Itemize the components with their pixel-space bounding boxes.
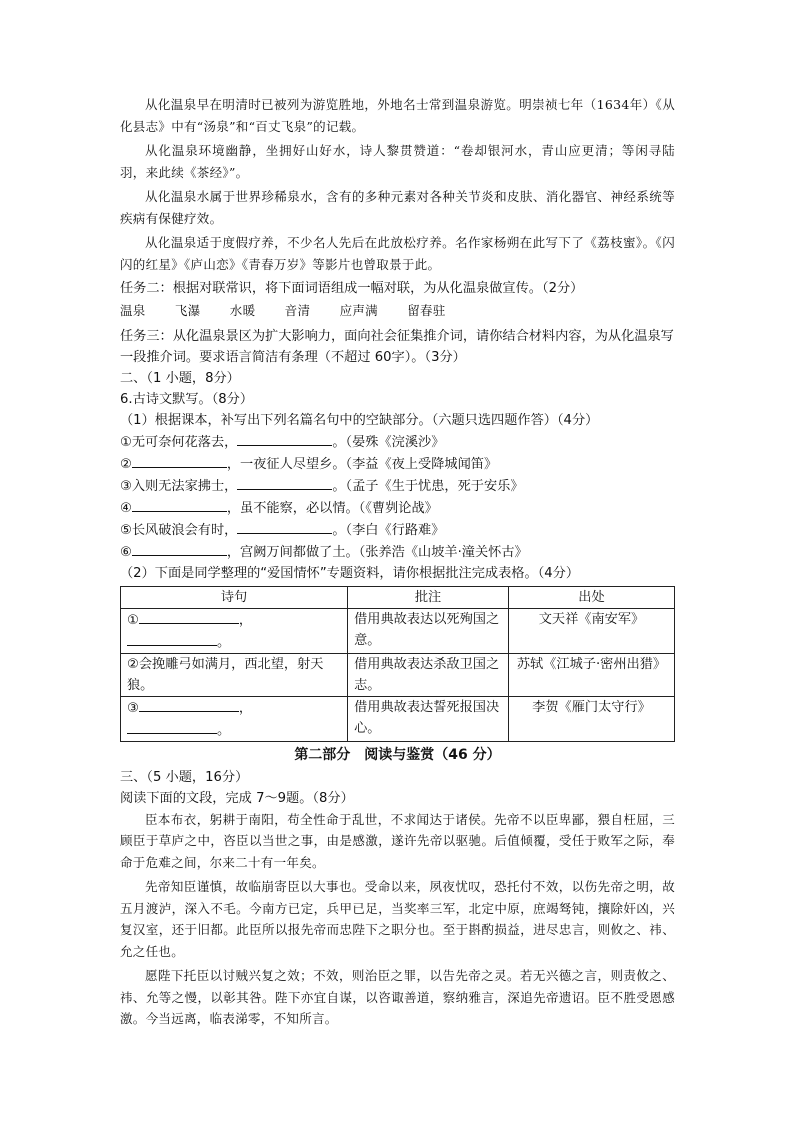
patriotism-table [120,586,675,742]
source-cell: 文天祥《南安军》 [508,608,674,653]
punct: ， [238,700,253,716]
fill-blank-item-2 [120,453,675,475]
fill-blank-item-4 [120,497,675,519]
row-mark: ③ [127,700,139,716]
fill-blank-list [120,431,675,563]
header-source: 出处 [508,586,674,608]
word-item: 飞瀑 [174,303,201,318]
classical-passage [120,809,675,1030]
word-item: 温泉 [120,303,146,318]
item-suffix: 。（孟子《生于忧患，死于安乐》 [332,478,524,494]
word-item: 留春驻 [407,303,446,318]
source-cell: 苏轼《江城子·密州出猎》 [508,653,674,696]
note-cell: 借用典故表达杀敌卫国之志。 [348,653,509,696]
table-row [121,696,675,741]
row-mark: ① [127,612,139,628]
section2-heading: 二、（1 小题，8分） [120,370,240,386]
material-paragraph-1: 从化温泉早在明清时已被列为游览胜地，外地名士常到温泉游览。明崇祯七年（1634年）《从化县志》中有“汤泉”和“百丈飞泉”的记载。 [120,97,675,134]
punct: ， [238,612,253,628]
note-cell: 借用典故表达誓死报国决心。 [348,696,509,741]
material-block [120,94,675,275]
header-note: 批注 [348,586,509,608]
word-item: 音清 [284,303,311,318]
item-prefix: ⑤长风破浪会有时， [120,522,238,538]
fill-blank-item-5 [120,519,675,541]
answer-blank[interactable] [127,719,217,734]
material-paragraph-3: 从化温泉水属于世界珍稀泉水，含有的多种元素对各种关节炎和皮肤、消化器官、神经系统等疾病有保健疗效。 [120,189,675,226]
passage-paragraph-3: 愿陛下托臣以讨贼兴复之效；不效，则治臣之罪，以告先帝之灵。若无兴德之言，则责攸之、祎、允等之慢，以彰其咎。陛下亦宜自谋，以咨诹善道，察纳雅言，深追先帝遗诏。臣不胜受恩感激。今当远离，临表涕零，不知所言。 [120,968,675,1026]
fill-blank-item-1 [120,431,675,453]
header-poem: 诗句 [121,586,348,608]
question6-part2: （2）下面是同学整理的“爱国情怀”专题资料，请你根据批注完成表格。（4分） [120,565,580,581]
poem-cell: ②会挽雕弓如满月，西北望，射天狼。 [121,653,348,696]
item-prefix: ② [120,456,132,472]
note-cell: 借用典故表达以死殉国之意。 [348,608,509,653]
section3-intro: 阅读下面的文段，完成 7～9题。（8分） [120,790,354,806]
answer-blank[interactable] [127,631,217,646]
item-prefix: ①无可奈何花落去， [120,434,238,450]
question6-title: 6.古诗文默写。（8分） [120,391,254,407]
item-prefix: ④ [120,500,132,516]
item-suffix: 。（晏殊《浣溪沙》 [332,434,445,450]
task3-prompt: 任务三：从化温泉景区为扩大影响力，面向社会征集推介词，请你结合材料内容，为从化温泉写一段推介词。要求语言简洁有条理（不超过 60字）。（3分） [120,328,674,365]
answer-blank[interactable] [139,609,239,624]
answer-blank[interactable] [237,475,332,490]
part2-title: 第二部分 阅读与鉴赏（46 分） [294,746,501,763]
task2-prompt: 任务二：根据对联常识，将下面词语组成一幅对联，为从化温泉做宣传。（2分） [120,281,584,296]
section3-heading: 三、（5 小题，16分） [120,769,249,785]
item-suffix: ，一夜征人尽望乡。（李益《夜上受降城闻笛》 [226,456,498,472]
fill-blank-item-3 [120,475,675,497]
punct: 。 [217,722,231,738]
table-row [121,608,675,653]
word-item: 应声满 [339,303,378,318]
table-header-row [121,586,675,608]
answer-blank[interactable] [132,541,227,556]
item-suffix: ，虽不能察，必以情。（《曹刿论战》 [226,500,438,516]
item-suffix: 。（李白《行路难》 [332,522,445,538]
answer-blank[interactable] [139,697,239,712]
answer-blank[interactable] [237,519,332,534]
answer-blank[interactable] [132,497,227,512]
question6-part1: （1）根据课本，补写出下列名篇名句中的空缺部分。（六题只选四题作答）（4分） [120,412,599,428]
fill-blank-item-6 [120,541,675,563]
answer-blank[interactable] [132,453,227,468]
table-row [121,653,675,696]
passage-paragraph-2: 先帝知臣谨慎，故临崩寄臣以大事也。受命以来，夙夜忧叹，恐托付不效，以伤先帝之明，故五月渡泸，深入不毛。今南方已定，兵甲已足，当奖率三军，北定中原，庶竭驽钝，攘除奸凶，兴复汉室，还于旧都。此臣所以报先帝而忠陛下之职分也。至于斟酌损益，进尽忠言，则攸之、祎、允之任也。 [120,879,675,959]
item-suffix: ，宫阙万间都做了土。（张养浩《山坡羊·潼关怀古》 [226,544,528,560]
passage-paragraph-1: 臣本布衣，躬耕于南阳，苟全性命于乱世，不求闻达于诸侯。先帝不以臣卑鄙，猥自枉屈，三顾臣于草庐之中，咨臣以当世之事，由是感激，遂许先帝以驱驰。后值倾覆，受任于败军之际，奉命于危难之间，尔来二十有一年矣。 [120,811,675,870]
poem-cell [121,608,348,653]
punct: 。 [217,634,231,650]
word-item: 水暖 [229,303,256,318]
material-paragraph-4: 从化温泉适于度假疗养，不少名人先后在此放松疗养。名作家杨朔在此写下了《荔枝蜜》。《闪闪的红星》《庐山恋》《青春万岁》等影片也曾取景于此。 [120,235,675,272]
answer-blank[interactable] [237,431,332,446]
exam-page [120,94,675,1033]
source-cell: 李贺《雁门太守行》 [508,696,674,741]
item-prefix: ⑥ [120,544,132,560]
material-paragraph-2: 从化温泉环境幽静，坐拥好山好水，诗人黎贯赞道：“卷却银河水，青山应更清；等闲寻陆羽，来此续《茶经》”。 [120,143,675,180]
task2-word-list [120,300,675,322]
item-prefix: ③入则无法家拂士， [120,478,238,494]
poem-cell [121,696,348,741]
